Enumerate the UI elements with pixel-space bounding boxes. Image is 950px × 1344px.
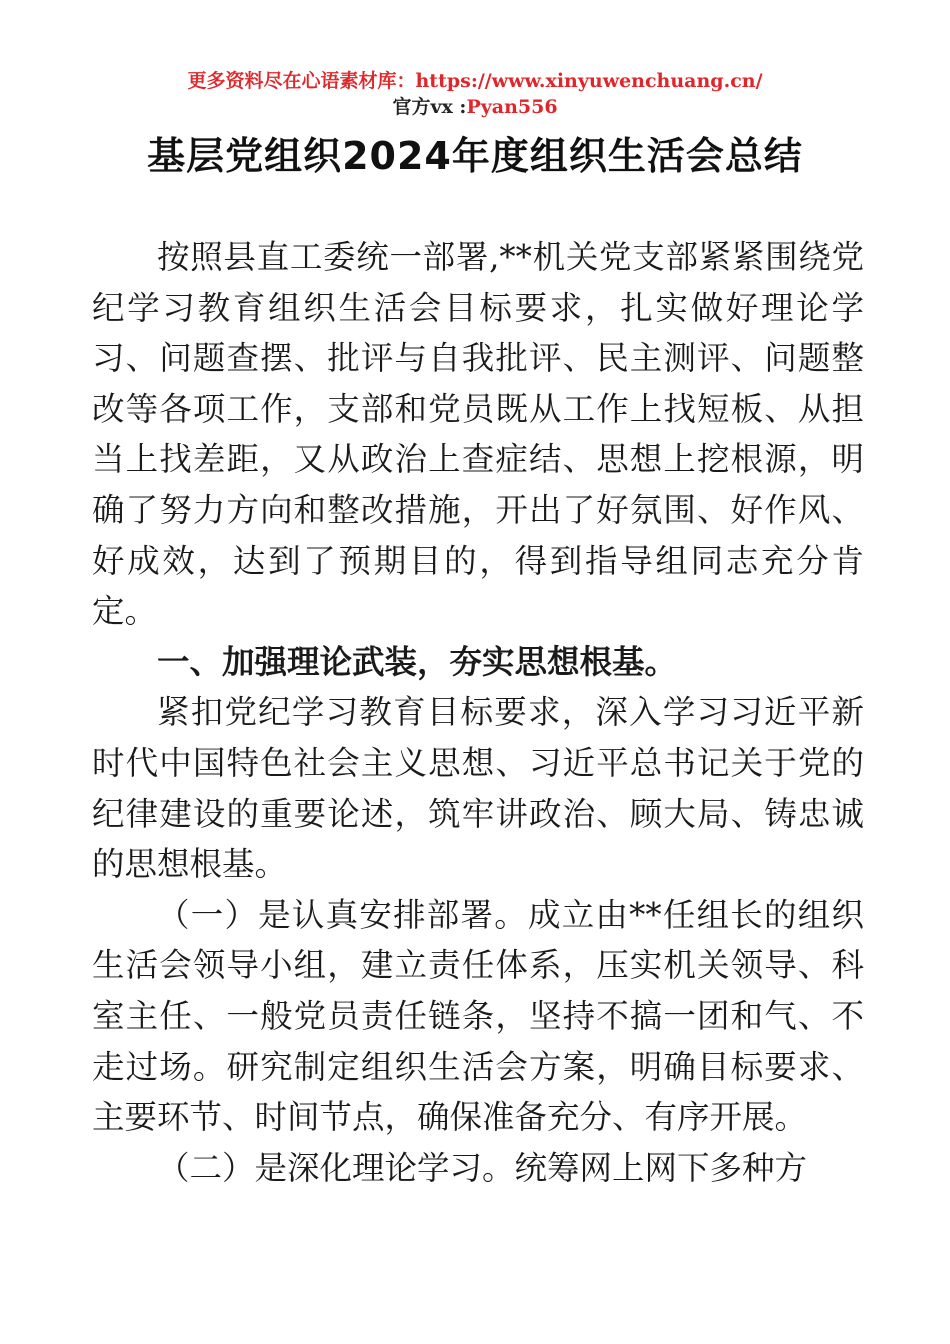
section-heading-1: 一、加强理论武装，夯实思想根基。: [157, 642, 678, 681]
promo-label: 更多资料尽在心语素材库：: [187, 70, 416, 92]
promo-header: [0, 68, 950, 120]
promo-line-1: [0, 68, 950, 94]
paragraph-intro: 按照县直工委统一部署,**机关党支部紧紧围绕党纪学习教育组织生活会目标要求，扎实做好理论学习、问题查摆、批评与自我批评、民主测评、问题整改等各项工作，支部和党员既从工作上找短板、从担当上找差距，又从政治上查症结、思想上挖根源，明确了努力方向和整改措施，开出了好氛围、好作风、好成效，达到了预期目的，得到指导组同志充分肯定。: [92, 238, 864, 631]
document-body: [92, 232, 864, 1193]
paragraph-section-1: 紧扣党纪学习教育目标要求，深入学习习近平新时代中国特色社会主义思想、习近平总书记关于党的纪律建设的重要论述，筑牢讲政治、顾大局、铸忠诚的思想根基。: [92, 693, 864, 884]
document-title: 基层党组织2024年度组织生活会总结: [147, 134, 803, 178]
paragraph-item-2: （二）是深化理论学习。统筹网上网下多种方: [157, 1148, 808, 1187]
wechat-label: 官方vx :: [392, 96, 467, 118]
paragraph-item-1: （一）是认真安排部署。成立由**任组长的组织生活会领导小组，建立责任体系，压实机关领导、科室主任、一般党员责任链条，坚持不搞一团和气、不走过场。研究制定组织生活会方案，明确目标要求、主要环节、时间节点，确保准备充分、有序开展。: [92, 895, 864, 1137]
promo-url-link[interactable]: https://www.xinyuwenchuang.cn/: [415, 70, 763, 92]
wechat-id: Pyan556: [466, 96, 558, 118]
promo-line-2: [0, 94, 950, 120]
